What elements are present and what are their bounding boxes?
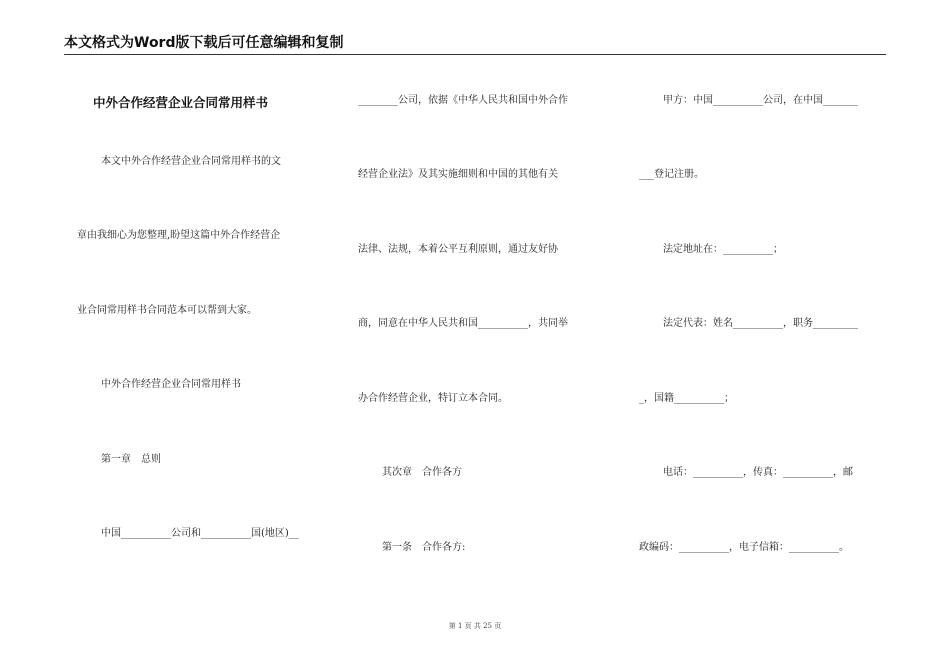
- paragraph-line: 法定代表：姓名__________，职务_________: [663, 318, 858, 329]
- article-heading: 第一条 合作各方:: [382, 542, 466, 553]
- paragraph-line: 甲方：中国__________公司，在中国_______: [663, 95, 858, 106]
- paragraph-line: 法律、法规，本着公平互利原则，通过友好协: [358, 244, 558, 255]
- paragraph-line: ___登记注册。: [639, 169, 704, 180]
- paragraph-line: 经营企业法》及其实施细则和中国的其他有关: [358, 169, 558, 180]
- paragraph-line: 商，同意在中华人民共和国__________，共同举: [358, 318, 568, 329]
- paragraph-line: 业合同常用样书合同范本可以帮到大家。: [77, 305, 257, 316]
- paragraph-line: ________公司，依据《中华人民共和国中外合作: [358, 95, 568, 106]
- chapter-heading: 其次章 合作各方: [382, 467, 462, 478]
- paragraph-line: _，国籍__________；: [639, 393, 734, 404]
- paragraph-line: 办合作经营企业，特订立本合同。: [358, 393, 508, 404]
- paragraph-line: 电话：__________，传真：__________，邮: [663, 467, 853, 478]
- document-header: 本文格式为Word版下载后可任意编辑和复制: [64, 34, 886, 55]
- paragraph-line: 中国__________公司和__________国(地区)__: [101, 528, 299, 539]
- paragraph-line: 章由我细心为您整理,盼望这篇中外合作经营企: [77, 230, 281, 241]
- paragraph-line: 本文中外合作经营企业合同常用样书的文: [101, 156, 281, 167]
- document-title: 中外合作经营企业合同常用样书: [93, 95, 269, 110]
- page-number: 第 1 页 共 25 页: [448, 622, 502, 630]
- paragraph-line: 法定地址在：__________；: [663, 244, 783, 255]
- paragraph-line: 政编码：__________，电子信箱：__________。: [639, 542, 849, 553]
- chapter-heading: 第一章 总则: [101, 454, 161, 465]
- paragraph-line: 中外合作经营企业合同常用样书: [101, 379, 241, 390]
